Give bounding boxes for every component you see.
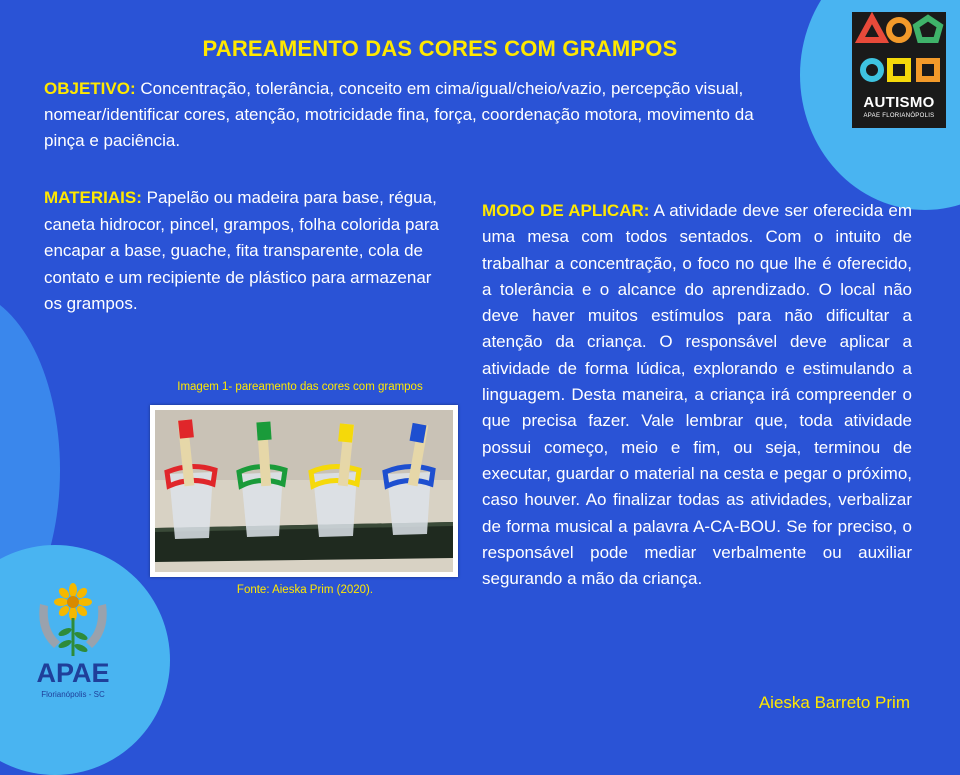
materials-label: MATERIAIS: xyxy=(44,188,142,207)
apae-flower-hands-icon xyxy=(32,582,114,660)
objective-text: Concentração, tolerância, conceito em cima/igual/cheio/vazio, percepção visual, nomear/identificar cores, atenção, motricidade fina, força, coordenação motora, movimento da pinça e paciência. xyxy=(44,79,754,150)
materials-section xyxy=(44,185,439,318)
autismo-logo-subtitle: APAE FLORIANÓPOLIS xyxy=(863,113,935,119)
activity-photo xyxy=(150,405,458,577)
apae-logo xyxy=(32,582,122,714)
image-caption: Imagem 1- pareamento das cores com grampos xyxy=(177,381,423,393)
method-label: MODO DE APLICAR: xyxy=(482,201,650,220)
materials-text: Papelão ou madeira para base, régua, caneta hidrocor, pincel, grampos, folha colorida para encapar a base, guache, fita transparente, cola de contato e um recipiente de plástico para armazenar os grampos. xyxy=(44,188,440,313)
author-name: Aieska Barreto Prim xyxy=(758,693,910,712)
method-text: A atividade deve ser oferecida em uma mesa com todos sentados. Com o intuito de trabalhar a concentração, o foco no que lhe é oferecido, a tolerância e o alcance do aprendizado. O local não deve haver muitos estímulos para não dificultar a atenção da criança. O responsável deve aplicar a atividade de forma lúdica, explorando e estimulando a linguagem. Desta maneira, a criança irá compreender o que precisa fazer. Vale lembrar que, toda atividade possui começo, meio e fim, ou seja, terminou de executar, guardar o material na cesta e pegar o próximo, caso houver. Ao finalizar todas as atividades, verbalizar de forma musical a palavra A-CA-BOU. Se for preciso, o responsável pode mediar verbalmente ou auxiliar segurando a mão da criança. xyxy=(482,201,912,589)
clips-and-cups-illustration xyxy=(155,410,453,572)
autismo-shapes-icon xyxy=(852,12,946,94)
objective-section xyxy=(44,76,764,154)
page-title: PAREAMENTO DAS CORES COM GRAMPOS xyxy=(202,36,678,61)
image-source: Fonte: Aieska Prim (2020). xyxy=(236,584,374,596)
apae-logo-name: APAE xyxy=(36,658,110,688)
autismo-logo-name: AUTISMO xyxy=(863,94,935,111)
method-section xyxy=(482,198,912,592)
autismo-logo xyxy=(852,12,946,128)
apae-logo-location: Florianópolis - SC xyxy=(41,690,105,699)
objective-label: OBJETIVO: xyxy=(44,79,136,98)
